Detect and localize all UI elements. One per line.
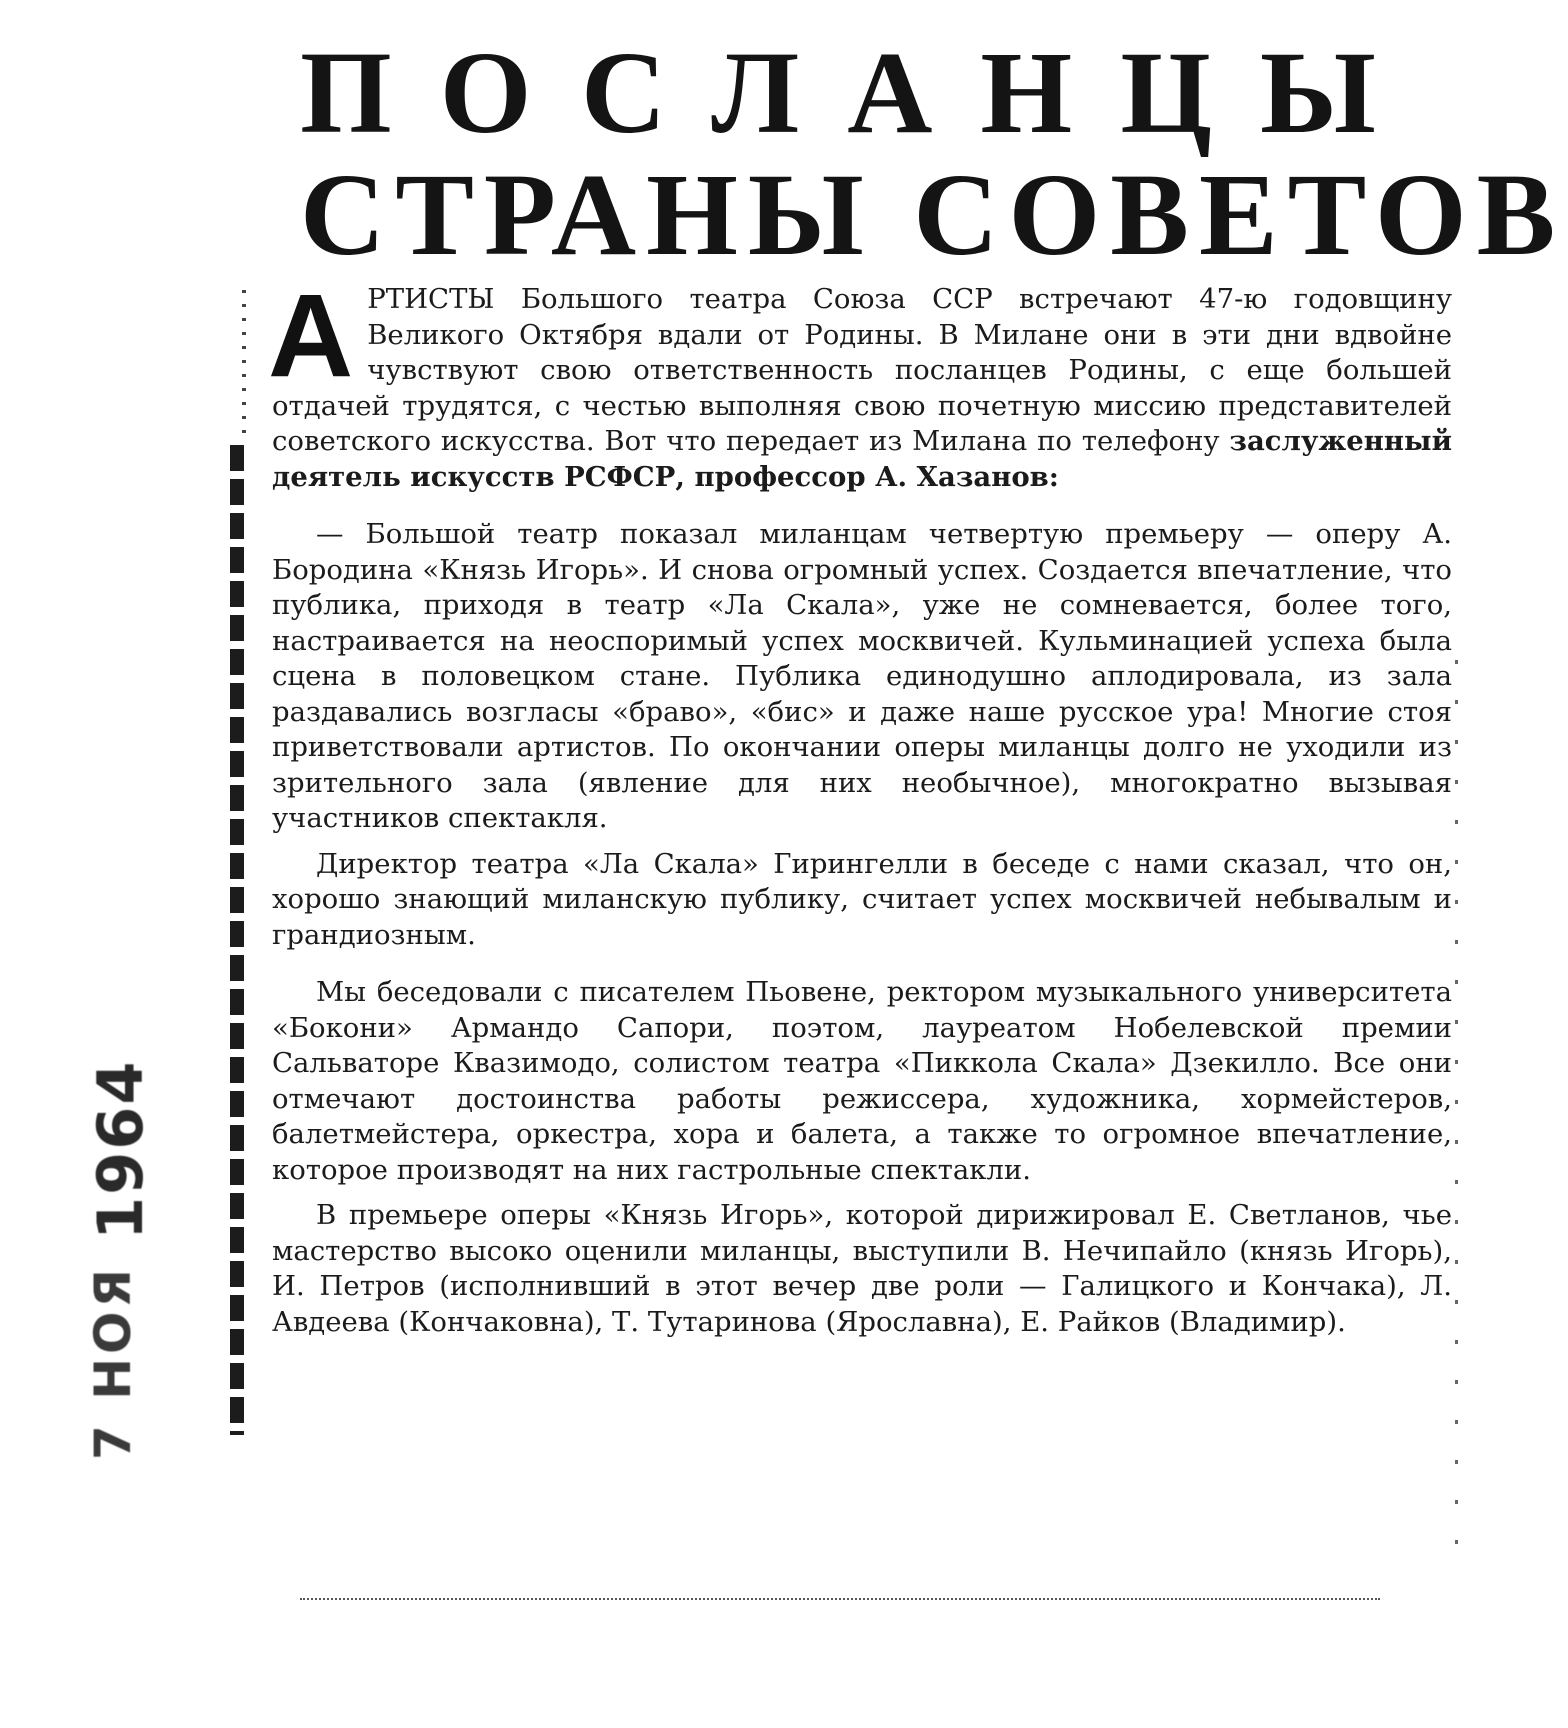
headline-line-2: СТРАНЫ СОВЕТОВ [300, 149, 1566, 280]
margin-marker-bar [230, 445, 244, 1435]
year-stamp: 1964 [84, 1059, 157, 1240]
margin-dotted-line [242, 290, 246, 440]
intro-text: РТИСТЫ Большого театра Союза ССР встречают 47-ю годовщину Великого Октября вдали от Родины. В Милане они в эти дни вдвойне чувствуют свою ответственность посланцев Родины, с еще большей отдачей трудятся, с честью выполняя свою почетную миссию представителей советского искусства. Вот что передает из Милана по телефону [272, 283, 1452, 457]
intro-author: заслуженный деятель искусств РСФСР, профессор А. Хазанов: [272, 425, 1452, 493]
headline-line-1: ПОСЛАНЦЫ [300, 27, 1424, 158]
date-stamp: 7 НОЯ [84, 1264, 142, 1460]
paragraph-meetings: Мы беседовали с писателем Пьовене, ректором музыкального университета «Бокони» Армандо Сапори, поэтом, лауреатом Нобелевской премии Сальваторе Квазимодо, солистом театра «Пиккола Скала» Дзекилло. Все они отмечают достоинства работы режиссера, художника, хормейстеров, балетмейстера, оркестра, хора и балета, а также то огромное впечатление, которое производят на них гастрольные спектакли. [272, 976, 1452, 1186]
paragraph-premiere: В премьере оперы «Князь Игорь», которой дирижировал Е. Светланов, чье мастерство высоко оценили миланцы, выступили В. Нечипайло (князь Игорь), И. Петров (исполнивший в этот вечер две роли — Галицкого и Кончака), Л. Авдеева (Кончаковна), Т. Тутаринова (Ярославна), Е. Райков (Владимир). [272, 1199, 1452, 1338]
article-body [268, 270, 1452, 1340]
intro-paragraph [268, 270, 1452, 495]
paragraph-director: Директор театра «Ла Скала» Гирингелли в беседе с нами сказал, что он, хорошо знающий миланскую публику, считает успех москвичей небывалым и грандиозным. [272, 847, 1452, 951]
drop-cap: А [268, 270, 354, 402]
right-dotted-edge [1455, 660, 1458, 1560]
bottom-rule [300, 1598, 1380, 1600]
paragraph-quote: — Большой театр показал миланцам четвертую премьеру — оперу А. Бородина «Князь Игорь». И снова огромный успех. Создается впечатление, что публика, приходя в театр «Ла Скала», уже не сомневается, более того, настраивается на неоспоримый успех москвичей. Кульминацией успеха была сцена в половецком стане. Публика единодушно аплодировала, из зала раздавались возгласы «браво», «бис» и даже наше русское ура! Многие стоя приветствовали артистов. По окончании оперы миланцы долго не уходили из зрительного зала (явление для них необычное), многократно вызывая участников спектакля. [272, 518, 1452, 834]
